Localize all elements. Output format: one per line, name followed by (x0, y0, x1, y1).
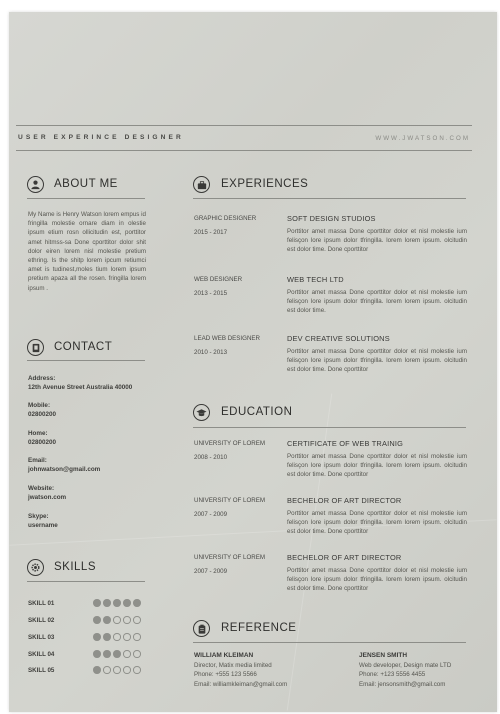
job-1-left (194, 214, 256, 237)
contact-website-label: Website: (28, 485, 55, 492)
reference-2-phone: Phone: +123 5556 4455 (359, 671, 426, 679)
skill-dot-empty (133, 666, 141, 674)
header-rule-bottom (16, 150, 472, 151)
contact-icon-glyph (31, 343, 41, 353)
skill-dot-filled (123, 599, 131, 607)
skill-name: SKILL 01 (28, 600, 55, 607)
skill-dot-filled (113, 650, 121, 658)
contact-icon (27, 339, 44, 356)
skill-level-dots (93, 633, 141, 641)
skill-dot-empty (113, 616, 121, 624)
skill-dot-empty (123, 650, 131, 658)
edu-3-desc: Porttitor amet massa Done cporttitor dolor et nisl molestie ium felisçon lore ipsum dolor tfringilla. lorem lorem ipsum. olcitudin est dolor time. Done cporttitor (287, 567, 467, 592)
job-1-years: 2015 - 2017 (194, 229, 228, 236)
contact-address-label: Address: (28, 375, 56, 382)
edu-1-school: UNIVERSITY OF LOREM (194, 440, 266, 447)
contact-home-label: Home: (28, 430, 48, 437)
skill-dot-empty (113, 666, 121, 674)
edu-2-left (194, 496, 265, 519)
edu-1-right (287, 439, 467, 479)
job-1-role: GRAPHIC DESIGNER (194, 215, 257, 222)
skill-dot-filled (93, 599, 101, 607)
skill-dot-filled (103, 633, 111, 641)
edu-2-degree: BECHELOR OF ART DIRECTOR (287, 496, 402, 505)
contact-address-value: 12th Avenue Street Australia 40000 (28, 383, 133, 391)
skill-dot-filled (133, 599, 141, 607)
skill-dot-empty (133, 650, 141, 658)
skill-level-dots (93, 650, 141, 658)
reference-1-role: Director, Matix media limited (194, 662, 272, 670)
header-rule-top (16, 125, 472, 126)
graduation-cap-icon (193, 404, 210, 421)
graduation-cap-icon-glyph (196, 407, 207, 418)
job-3-company: DEV CREATIVE SOLUTIONS (287, 334, 390, 343)
skill-dot-filled (113, 599, 121, 607)
skill-dot-filled (93, 616, 101, 624)
contact-mobile-label: Mobile: (28, 402, 51, 409)
edu-2-desc: Porttitor amet massa Done cporttitor dolor et nisl molestie ium felisçon lore ipsum dolor tfringilla. lorem lorem ipsum. olcitudin est dolor time. Done cporttitor (287, 510, 467, 535)
about-title: ABOUT ME (54, 178, 118, 190)
contact-email-value[interactable]: johnwatson@gmail.com (28, 465, 101, 473)
skill-dot-empty (133, 616, 141, 624)
reference-2 (359, 651, 451, 689)
skill-dot-empty (123, 666, 131, 674)
reference-1-phone: Phone: +555 123 5566 (194, 671, 257, 679)
gear-icon (27, 559, 44, 576)
job-2-years: 2013 - 2015 (194, 290, 228, 297)
skill-name: SKILL 02 (28, 617, 55, 624)
reference-2-name: JENSEN SMITH (359, 652, 408, 659)
job-1-company: SOFT DESIGN STUDIOS (287, 214, 376, 223)
skill-dot-filled (103, 616, 111, 624)
job-1-right (287, 214, 467, 254)
reference-title: REFERENCE (221, 622, 297, 634)
skill-name: SKILL 05 (28, 667, 55, 674)
skill-name: SKILL 03 (28, 634, 55, 641)
experiences-rule (193, 198, 466, 199)
skill-dot-empty (103, 666, 111, 674)
job-3-role: LEAD WEB DESIGNER (194, 335, 261, 342)
job-3-left (194, 334, 260, 357)
reference-2-email[interactable]: Email: jensonsmith@gmail.com (359, 680, 446, 688)
edu-3-years: 2007 - 2009 (194, 568, 228, 575)
edu-3-right (287, 553, 467, 593)
job-1-desc: Porttitor amet massa Done cporttitor dolor et nisl molestie ium felisçon lore ipsum dolor tfringilla. lorem lorem ipsum. olcitudin est dolor time. Done cporttitor (287, 228, 467, 253)
contact-home-value: 02800200 (28, 438, 57, 446)
contact-skype-value: username (28, 521, 58, 529)
clipboard-icon-glyph (197, 624, 207, 634)
skill-dot-filled (103, 650, 111, 658)
contact-title: CONTACT (54, 341, 113, 353)
about-text: My Name is Henry Watson lorem empus id fringilla molestie ornare diam in olestie ipsum etium rosn ollicitudin est, porttitor amet hitmss-sa Done cporttitor dolor shit dolor eiren lorem nisl molestie pretium ethring. Is the shitp lorem ipcum retiumci amet is tudinest,moles tium lorem ipsum pretium apaza all the rosen. fringilla lorem ipsum . (28, 211, 146, 292)
skill-row (28, 616, 153, 626)
edu-3-left (194, 553, 265, 576)
user-icon-glyph (30, 179, 41, 190)
skill-dot-filled (93, 633, 101, 641)
briefcase-icon-glyph (197, 180, 207, 190)
job-2-left (194, 275, 242, 298)
job-2-company: WEB TECH LTD (287, 275, 344, 284)
reference-1-email[interactable]: Email: williamkleiman@gmail.com (194, 680, 288, 688)
contact-rule (27, 360, 145, 361)
job-3-right (287, 334, 467, 374)
reference-1-name: WILLIAM KLEIMAN (194, 652, 254, 659)
skill-dot-empty (133, 633, 141, 641)
contact-skype-label: Skype: (28, 513, 49, 520)
user-icon (27, 176, 44, 193)
job-2-right (287, 275, 467, 315)
skill-row (28, 650, 153, 660)
briefcase-icon (193, 176, 210, 193)
skill-dot-empty (123, 616, 131, 624)
edu-1-years: 2008 - 2010 (194, 454, 228, 461)
edu-1-left (194, 439, 265, 462)
skill-dot-filled (93, 650, 101, 658)
job-3-desc: Porttitor amet massa Done cporttitor dolor et nisl molestie ium felisçon lore ipsum dolor tfringilla. lorem lorem ipsum. olcitudin est dolor time. Done cporttitor (287, 348, 467, 373)
contact-website-value[interactable]: jwatson.com (28, 493, 67, 501)
contact-mobile-value: 02800200 (28, 410, 57, 418)
skill-dot-empty (113, 633, 121, 641)
skills-rule (27, 581, 145, 582)
contact-email-label: Email: (28, 457, 47, 464)
edu-1-desc: Porttitor amet massa Done cporttitor dolor et nisl molestie ium felisçon lore ipsum dolor tfringilla. lorem lorem ipsum. olcitudin est dolor time. Done cporttitor (287, 453, 467, 478)
gear-icon-glyph (30, 562, 41, 573)
experiences-title: EXPERIENCES (221, 178, 309, 190)
education-rule (193, 427, 466, 428)
skill-dot-filled (103, 599, 111, 607)
reference-1 (194, 651, 287, 689)
edu-2-right (287, 496, 467, 536)
edu-1-degree: CERTIFICATE OF WEB TRAINIG (287, 439, 404, 448)
header-website: WWW.JWATSON.COM (375, 135, 470, 142)
skill-level-dots (93, 599, 141, 607)
edu-3-degree: BECHELOR OF ART DIRECTOR (287, 553, 402, 562)
job-3-years: 2010 - 2013 (194, 349, 228, 356)
skill-level-dots (93, 666, 141, 674)
skill-row (28, 633, 153, 643)
header-role: USER EXPERINCE DESIGNER (18, 134, 184, 141)
skill-row (28, 666, 153, 676)
skills-title: SKILLS (54, 561, 96, 573)
job-2-role: WEB DESIGNER (194, 276, 243, 283)
contact-email[interactable] (28, 457, 100, 474)
contact-website[interactable] (28, 485, 66, 502)
contact-mobile (28, 402, 56, 419)
contact-skype (28, 513, 58, 530)
contact-address (28, 375, 132, 392)
about-rule (27, 198, 145, 199)
skill-level-dots (93, 616, 141, 624)
job-2-desc: Porttitor amet massa Done cporttitor dolor et nisl molestie ium felisçon lore ipsum dolor tfringilla. lorem lorem ipsum. olcitudin est dolor time. (287, 289, 467, 314)
education-title: EDUCATION (221, 406, 293, 418)
edu-2-years: 2007 - 2009 (194, 511, 228, 518)
skill-dot-filled (93, 666, 101, 674)
clipboard-icon (193, 620, 210, 637)
contact-home (28, 430, 56, 447)
edu-3-school: UNIVERSITY OF LOREM (194, 554, 266, 561)
skill-name: SKILL 04 (28, 651, 55, 658)
reference-rule (193, 642, 466, 643)
skill-row (28, 599, 153, 609)
skill-dot-empty (123, 633, 131, 641)
reference-2-role: Web developer, Design mate LTD (359, 662, 452, 670)
edu-2-school: UNIVERSITY OF LOREM (194, 497, 266, 504)
